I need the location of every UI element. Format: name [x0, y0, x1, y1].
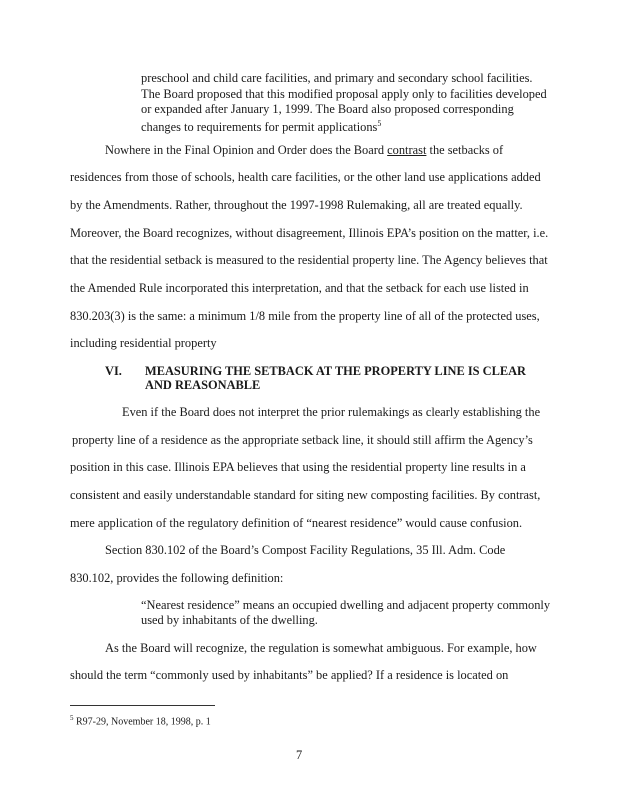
footnote	[70, 712, 211, 728]
paragraph-line: consistent and easily understandable standard for siting new composting facilities. By contrast,	[70, 488, 541, 502]
paragraph-line: including residential property	[70, 336, 217, 350]
heading-line: AND REASONABLE	[145, 378, 261, 392]
quote-text: changes to requirements for permit applications	[141, 120, 378, 135]
paragraph-line: As the Board will recognize, the regulation is somewhat ambiguous. For example, how	[105, 641, 537, 655]
underlined-word: contrast	[387, 143, 427, 157]
paragraph-line: 830.203(3) is the same: a minimum 1/8 mile from the property line of all of the protected uses,	[70, 309, 540, 323]
text-span: Nowhere in the Final Opinion and Order does the Board	[105, 143, 388, 157]
paragraph-line: position in this case. Illinois EPA believes that using the residential property line results in a	[70, 460, 526, 474]
paragraph-line: by the Amendments. Rather, throughout the 1997-1998 Rulemaking, all are treated equally.	[70, 198, 523, 212]
quote-line: preschool and child care facilities, and primary and secondary school facilities.	[141, 71, 533, 85]
footnote-separator	[70, 705, 215, 706]
footnote-reference: 5	[377, 119, 382, 128]
footnote-text: R97-29, November 18, 1998, p. 1	[73, 716, 211, 728]
text-span: the setbacks of	[426, 143, 504, 157]
section-number: VI.	[105, 364, 122, 378]
paragraph-line	[105, 143, 503, 157]
quote-line: or expanded after January 1, 1999. The Board also proposed corresponding	[141, 102, 514, 116]
paragraph-line: Section 830.102 of the Board’s Compost Facility Regulations, 35 Ill. Adm. Code	[105, 543, 506, 557]
quote-line	[141, 117, 381, 134]
quote-line: used by inhabitants of the dwelling.	[141, 613, 318, 627]
paragraph-line: the Amended Rule incorporated this interpretation, and that the setback for each use listed in	[70, 281, 529, 295]
footnote-mark: 5	[70, 714, 74, 722]
paragraph-line: property line of a residence as the appropriate setback line, it should still affirm the Agency’s	[72, 433, 533, 447]
paragraph-line: mere application of the regulatory definition of “nearest residence” would cause confusion.	[70, 516, 523, 530]
quote-line: “Nearest residence” means an occupied dwelling and adjacent property commonly	[141, 598, 551, 612]
paragraph-line: 830.102, provides the following definition:	[70, 571, 284, 585]
paragraph-line: that the residential setback is measured to the residential property line. The Agency believes that	[70, 253, 548, 267]
paragraph-line: residences from those of schools, health care facilities, or the other land use applications added	[70, 170, 541, 184]
paragraph-line: should the term “commonly used by inhabitants” be applied? If a residence is located on	[70, 668, 509, 682]
paragraph-line: Even if the Board does not interpret the prior rulemakings as clearly establishing the	[122, 405, 541, 419]
quote-line: The Board proposed that this modified proposal apply only to facilities developed	[141, 87, 547, 101]
heading-line: MEASURING THE SETBACK AT THE PROPERTY LINE IS CLEAR	[145, 364, 527, 378]
paragraph-line: Moreover, the Board recognizes, without disagreement, Illinois EPA’s position on the matter, i.e.	[70, 226, 549, 240]
page-number: 7	[296, 748, 303, 762]
